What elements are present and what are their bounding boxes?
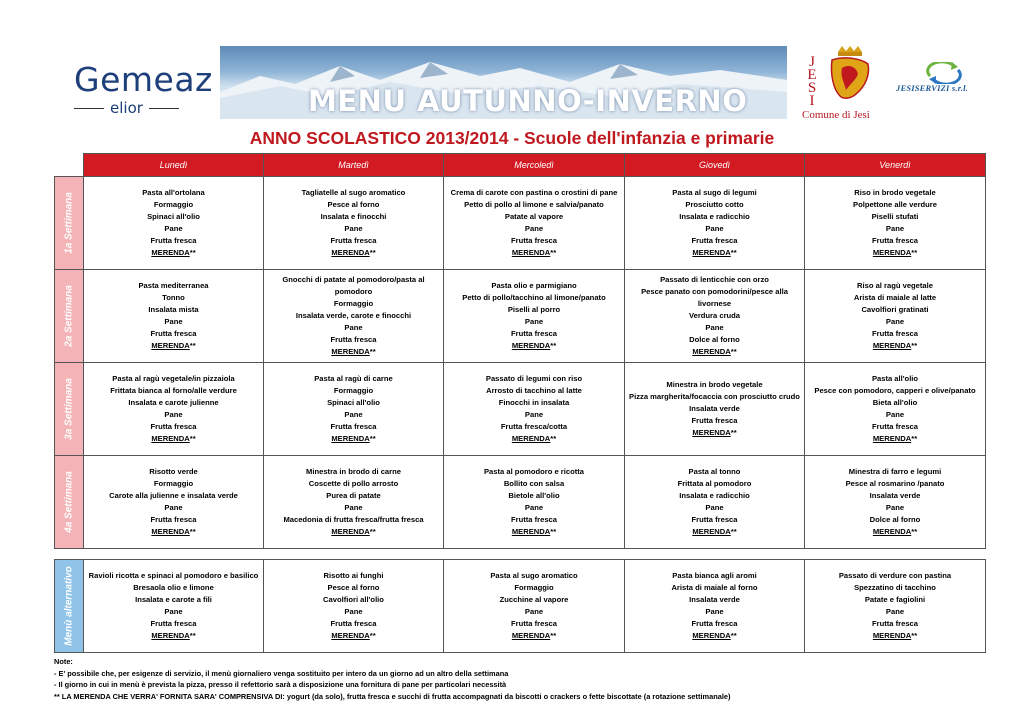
menu-item: Frutta fresca: [691, 416, 738, 425]
menu-cell: [625, 177, 805, 270]
merenda-word: MERENDA: [331, 631, 370, 640]
week-label: 2a Settimana: [63, 285, 75, 347]
merenda-word: MERENDA: [331, 347, 370, 356]
menu-item: Formaggio: [333, 299, 374, 308]
merenda-word: MERENDA: [872, 434, 912, 443]
merenda-word: MERENDA: [872, 527, 912, 536]
menu-item: pomodoro: [334, 287, 373, 296]
merenda-line: [444, 340, 624, 352]
menu-item: Frutta fresca: [330, 619, 377, 628]
menu-item: Pane: [164, 224, 183, 233]
menu-item: Formaggio: [153, 200, 194, 209]
menu-item: Frittata al pomodoro: [677, 479, 752, 488]
merenda-line: [805, 433, 985, 445]
menu-cell: [805, 363, 986, 456]
menu-item: Pane: [344, 224, 363, 233]
menu-item: Frutta fresca: [330, 422, 377, 431]
svg-text:E: E: [807, 67, 817, 83]
merenda-line: [84, 433, 263, 445]
banner-title: MENU AUTUNNO-INVERNO: [308, 84, 748, 118]
merenda-suffix: **: [550, 527, 557, 536]
notes-section: [54, 656, 730, 702]
merenda-line: [84, 340, 263, 352]
menu-item: Formaggio: [333, 386, 374, 395]
menu-item: Pane: [885, 503, 905, 512]
menu-item: Piselli stufati: [871, 212, 919, 221]
menu-item: Pesce panato con pomodorini/pesce alla: [641, 287, 788, 296]
week-row: [55, 270, 986, 363]
merenda-word: MERENDA: [511, 248, 551, 257]
merenda-suffix: **: [911, 434, 918, 443]
menu-item: Pesce al forno: [327, 583, 380, 592]
merenda-line: [444, 630, 624, 642]
week-label: 4a Settimana: [63, 471, 75, 533]
jesi-wordmark: [802, 52, 822, 108]
merenda-suffix: **: [369, 248, 376, 257]
menu-cell: [264, 456, 444, 549]
menu-item: Spinaci all'olio: [327, 398, 380, 407]
svg-text:J: J: [809, 54, 815, 70]
menu-item: Frutta fresca: [150, 422, 197, 431]
menu-item: Frutta fresca: [150, 515, 197, 524]
menu-item: Riso in brodo vegetale: [854, 188, 936, 197]
menu-item: Frutta fresca: [330, 236, 377, 245]
menu-item: Pesce con pomodoro, capperi e olive/panato: [814, 386, 976, 395]
menu-item: Insalata verde: [869, 491, 921, 500]
day-header: Venerdì: [805, 154, 986, 177]
menu-item: Pane: [885, 410, 905, 419]
note-line: - E' possibile che, per esigenze di servizio, il menù giornaliero venga sostituito per intero da un giorno ad un altro della settimana: [54, 668, 509, 678]
merenda-word: MERENDA: [151, 341, 190, 350]
merenda-line: [264, 630, 443, 642]
merenda-word: MERENDA: [151, 434, 190, 443]
week-label-cell: [55, 363, 84, 456]
menu-item: Verdura cruda: [688, 311, 741, 320]
menu-item: Frutta fresca: [871, 329, 918, 338]
menu-item: Pane: [164, 503, 183, 512]
menu-cell: [805, 456, 986, 549]
merenda-line: [84, 526, 263, 538]
menu-item: Bietole all'olio: [508, 491, 560, 500]
menu-item: Insalata e radicchio: [679, 491, 750, 500]
menu-cell: [84, 177, 264, 270]
merenda-suffix: **: [189, 434, 196, 443]
menu-item: Insalata e finocchi: [320, 212, 387, 221]
gemeaz-logo: [74, 60, 213, 122]
menu-item: Pane: [705, 607, 724, 616]
menu-item: Riso al ragù vegetale: [857, 281, 933, 290]
menu-cell: [444, 363, 625, 456]
menu-item: Ravioli ricotta e spinaci al pomodoro e basilico: [88, 571, 259, 580]
week-label-cell: [55, 270, 84, 363]
merenda-suffix: **: [369, 347, 376, 356]
merenda-word: MERENDA: [692, 347, 731, 356]
week-label-cell: [55, 456, 84, 549]
menu-item: Frutta fresca: [510, 619, 557, 628]
divider: [149, 108, 179, 109]
menu-cell: [264, 363, 444, 456]
menu-item: Frutta fresca: [871, 236, 918, 245]
menu-item: Pesce al forno: [327, 200, 380, 209]
menu-item: livornese: [697, 299, 732, 308]
menu-item: Insalata mista: [148, 305, 199, 314]
week-label-cell: [55, 177, 84, 270]
menu-item: Frutta fresca: [691, 515, 738, 524]
merenda-line: [805, 247, 985, 259]
merenda-line: [444, 526, 624, 538]
jesiservizi-name: JESISERVIZI s.r.l.: [896, 83, 968, 93]
merenda-suffix: **: [730, 631, 737, 640]
merenda-word: MERENDA: [511, 434, 551, 443]
merenda-suffix: **: [189, 631, 196, 640]
menu-item: Risotto ai funghi: [323, 571, 384, 580]
merenda-suffix: **: [730, 248, 737, 257]
menu-item: Frittata bianca al forno/alle verdure: [110, 386, 237, 395]
menu-cell: [805, 177, 986, 270]
menu-item: Pane: [705, 503, 724, 512]
menu-item: Pane: [705, 323, 724, 332]
menu-item: Pasta al pomodoro e ricotta: [483, 467, 584, 476]
menu-item: Pane: [705, 224, 724, 233]
menu-item: Pasta al sugo di legumi: [672, 188, 757, 197]
note-line: - Il giorno in cui in menù è prevista la pizza, presso il refettorio sarà a disposizione una fornitura di pane per particolari necessità: [54, 680, 507, 689]
winter-banner: [220, 46, 787, 119]
menu-item: Pasta olio e parmigiano: [491, 281, 577, 290]
notes-title: Note:: [54, 657, 73, 666]
merenda-line: [625, 526, 804, 538]
merenda-word: MERENDA: [692, 248, 731, 257]
menu-item: Pane: [885, 317, 905, 326]
menu-item: Tagliatelle al sugo aromatico: [301, 188, 406, 197]
menu-item: Piselli al porro: [507, 305, 561, 314]
recycle-arrows-icon: [924, 62, 964, 84]
gemeaz-brand-name: Gemeaz: [74, 60, 213, 99]
menu-item: Minestra in brodo vegetale: [666, 380, 763, 389]
menu-item: Pane: [885, 607, 905, 616]
svg-text:S: S: [807, 80, 817, 96]
menu-item: Cavolfiori all'olio: [323, 595, 384, 604]
menu-item: Pane: [344, 503, 363, 512]
menu-cell: [264, 177, 444, 270]
menu-item: Frutta fresca: [871, 619, 918, 628]
merenda-suffix: **: [550, 434, 557, 443]
day-header: Martedì: [264, 154, 444, 177]
merenda-suffix: **: [369, 527, 376, 536]
menu-item: Coscette di pollo arrosto: [308, 479, 399, 488]
jesiservizi-logo: [896, 62, 996, 102]
days-header-row: [55, 154, 986, 177]
merenda-suffix: **: [730, 527, 737, 536]
merenda-suffix: **: [189, 341, 196, 350]
merenda-suffix: **: [911, 527, 918, 536]
menu-item: Insalata verde: [689, 404, 740, 413]
merenda-line: [625, 427, 804, 439]
menu-item: Pane: [164, 317, 183, 326]
merenda-suffix: **: [369, 631, 376, 640]
menu-item: Zucchine al vapore: [499, 595, 569, 604]
menu-cell: [444, 560, 625, 653]
week-row: [55, 363, 986, 456]
day-header: Lunedì: [84, 154, 264, 177]
alternative-label: Menù alternativo: [63, 566, 75, 646]
menu-item: Passato di legumi con riso: [485, 374, 583, 383]
merenda-word: MERENDA: [151, 527, 190, 536]
merenda-suffix: **: [550, 248, 557, 257]
menu-item: Insalata verde: [689, 595, 740, 604]
day-header: Giovedì: [625, 154, 805, 177]
merenda-suffix: **: [911, 341, 918, 350]
merenda-word: MERENDA: [331, 434, 370, 443]
merenda-suffix: **: [189, 527, 196, 536]
menu-item: Pane: [344, 323, 363, 332]
menu-item: Macedonia di frutta fresca/frutta fresca: [283, 515, 424, 524]
merenda-suffix: **: [550, 341, 557, 350]
menu-item: Frutta fresca: [691, 619, 738, 628]
merenda-word: MERENDA: [872, 248, 912, 257]
menu-item: Pasta al sugo aromatico: [490, 571, 578, 580]
merenda-word: MERENDA: [511, 631, 551, 640]
menu-cell: [264, 270, 444, 363]
menu-cell: [625, 456, 805, 549]
menu-item: Frutta fresca/cotta: [500, 422, 568, 431]
merenda-word: MERENDA: [511, 527, 551, 536]
menu-item: Gnocchi di patate al pomodoro/pasta al: [282, 275, 425, 284]
menu-item: Finocchi in insalata: [498, 398, 570, 407]
menu-item: Pane: [524, 503, 544, 512]
merenda-suffix: **: [189, 248, 196, 257]
menu-cell: [625, 363, 805, 456]
menu-item: Frutta fresca: [150, 619, 197, 628]
menu-item: Insalata e radicchio: [679, 212, 750, 221]
menu-item: Frutta fresca: [691, 236, 738, 245]
menu-item: Arista di maiale al forno: [671, 583, 758, 592]
note-line: ** LA MERENDA CHE VERRA' FORNITA SARA' COMPRENSIVA DI: yogurt (da solo), frutta fresca e succhi di frutta accompagnati da biscotti o crackers o fette biscottate (a rotazione settimanale): [54, 691, 731, 701]
merenda-line: [625, 247, 804, 259]
weeks-body: [55, 177, 986, 549]
merenda-line: [625, 346, 804, 358]
page-title: ANNO SCOLASTICO 2013/2014 - Scuole dell'infanzia e primarie: [249, 128, 775, 148]
menu-item: Formaggio: [514, 583, 554, 592]
merenda-line: [805, 526, 985, 538]
corner-cell: [55, 154, 84, 177]
merenda-line: [444, 433, 624, 445]
divider: [74, 108, 104, 109]
menu-item: Pesce al rosmarino /panato: [845, 479, 945, 488]
merenda-line: [264, 526, 443, 538]
alternative-label-cell: [55, 560, 84, 653]
week-label: 1a Settimana: [63, 192, 75, 254]
merenda-word: MERENDA: [151, 248, 190, 257]
menu-item: Pasta al ragù di carne: [314, 374, 393, 383]
menu-item: Dolce al forno: [689, 335, 740, 344]
menu-item: Minestra di farro e legumi: [848, 467, 942, 476]
menu-cell: [264, 560, 444, 653]
merenda-line: [264, 346, 443, 358]
menu-item: Frutta fresca: [150, 236, 197, 245]
merenda-line: [444, 247, 624, 259]
menu-cell: [805, 270, 986, 363]
menu-item: Pane: [344, 607, 363, 616]
menu-item: Passato di lenticchie con orzo: [660, 275, 769, 284]
comune-label: Comune di Jesi: [802, 109, 870, 121]
menu-item: Pane: [524, 607, 544, 616]
menu-cell: [625, 560, 805, 653]
merenda-line: [264, 433, 443, 445]
merenda-line: [84, 247, 263, 259]
merenda-suffix: **: [911, 248, 918, 257]
merenda-word: MERENDA: [331, 248, 370, 257]
menu-item: Patate e fagiolini: [864, 595, 926, 604]
menu-item: Bollito con salsa: [503, 479, 565, 488]
merenda-suffix: **: [730, 428, 737, 437]
weekly-menu-table: [54, 153, 986, 549]
menu-cell: [625, 270, 805, 363]
menu-item: Prosciutto cotto: [685, 200, 744, 209]
menu-item: Bieta all'olio: [872, 398, 918, 407]
merenda-word: MERENDA: [511, 341, 551, 350]
menu-item: Cavolfiori gratinati: [861, 305, 929, 314]
menu-item: Frutta fresca: [510, 236, 557, 245]
menu-item: Frutta fresca: [510, 515, 557, 524]
menu-item: Petto di pollo al limone e salvia/panato: [464, 200, 604, 209]
menu-item: Purea di patate: [326, 491, 381, 500]
day-header: Mercoledì: [444, 154, 625, 177]
merenda-line: [625, 630, 804, 642]
menu-item: Pane: [885, 224, 905, 233]
merenda-word: MERENDA: [872, 341, 912, 350]
menu-item: Pane: [344, 410, 363, 419]
menu-item: Pasta mediterranea: [138, 281, 209, 290]
menu-item: Spinaci all'olio: [147, 212, 200, 221]
menu-item: Pane: [164, 410, 183, 419]
menu-item: Insalata verde, carote e finocchi: [295, 311, 412, 320]
menu-cell: [84, 456, 264, 549]
merenda-line: [805, 630, 985, 642]
menu-item: Patate al vapore: [504, 212, 564, 221]
menu-item: Polpettone alle verdure: [853, 200, 937, 209]
merenda-word: MERENDA: [872, 631, 912, 640]
merenda-suffix: **: [730, 347, 737, 356]
elior-brand-name: elior: [110, 99, 143, 117]
merenda-word: MERENDA: [692, 631, 731, 640]
menu-item: Spezzatino di tacchino: [854, 583, 936, 592]
alternative-menu-table: [54, 559, 986, 653]
menu-cell: [805, 560, 986, 653]
menu-cell: [84, 363, 264, 456]
lion-crest-icon: [826, 46, 874, 106]
comune-di-jesi-logo: [800, 46, 880, 122]
merenda-line: [805, 340, 985, 352]
menu-item: Dolce al forno: [869, 515, 921, 524]
menu-item: Frutta fresca: [510, 329, 557, 338]
alternative-body: [55, 560, 986, 653]
merenda-suffix: **: [369, 434, 376, 443]
merenda-line: [264, 247, 443, 259]
merenda-suffix: **: [911, 631, 918, 640]
menu-item: Frutta fresca: [330, 335, 377, 344]
svg-text:I: I: [809, 93, 815, 108]
merenda-word: MERENDA: [692, 428, 731, 437]
menu-item: Tonno: [162, 293, 185, 302]
menu-item: Arista di maiale al latte: [853, 293, 937, 302]
menu-item: Insalata e carote a fili: [135, 595, 212, 604]
menu-item: Minestra in brodo di carne: [306, 467, 401, 476]
menu-cell: [84, 270, 264, 363]
menu-item: Insalata e carote julienne: [128, 398, 219, 407]
alternative-menu-row: [55, 560, 986, 653]
menu-item: Carote alla julienne e insalata verde: [109, 491, 238, 500]
menu-item: Pasta all'olio: [871, 374, 919, 383]
menu-cell: [444, 270, 625, 363]
menu-item: Pasta al ragù vegetale/in pizzaiola: [112, 374, 235, 383]
menu-item: Petto di pollo/tacchino al limone/panato: [462, 293, 606, 302]
menu-item: Risotto verde: [149, 467, 198, 476]
menu-item: Pane: [164, 607, 183, 616]
week-label: 3a Settimana: [63, 378, 75, 440]
menu-item: Pasta bianca agli aromi: [672, 571, 757, 580]
menu-cell: [444, 177, 625, 270]
merenda-line: [84, 630, 263, 642]
menu-cell: [444, 456, 625, 549]
menu-item: Frutta fresca: [871, 422, 918, 431]
menu-item: Pane: [524, 410, 544, 419]
menu-item: Pasta al tonno: [688, 467, 741, 476]
merenda-word: MERENDA: [692, 527, 731, 536]
merenda-word: MERENDA: [331, 527, 370, 536]
merenda-suffix: **: [550, 631, 557, 640]
menu-item: Pane: [524, 317, 544, 326]
merenda-word: MERENDA: [151, 631, 190, 640]
week-row: [55, 456, 986, 549]
week-row: [55, 177, 986, 270]
menu-item: Pane: [524, 224, 544, 233]
menu-item: Passato di verdure con pastina: [838, 571, 952, 580]
menu-cell: [84, 560, 264, 653]
menu-item: Pasta all'ortolana: [142, 188, 205, 197]
menu-item: Bresaola olio e limone: [133, 583, 214, 592]
menu-item: Frutta fresca: [150, 329, 197, 338]
menu-item: Pizza margherita/focaccia con prosciutto crudo: [629, 392, 800, 401]
menu-item: Arrosto di tacchino al latte: [486, 386, 582, 395]
menu-item: Formaggio: [153, 479, 194, 488]
menu-item: Crema di carote con pastina o crostini di pane: [450, 188, 618, 197]
